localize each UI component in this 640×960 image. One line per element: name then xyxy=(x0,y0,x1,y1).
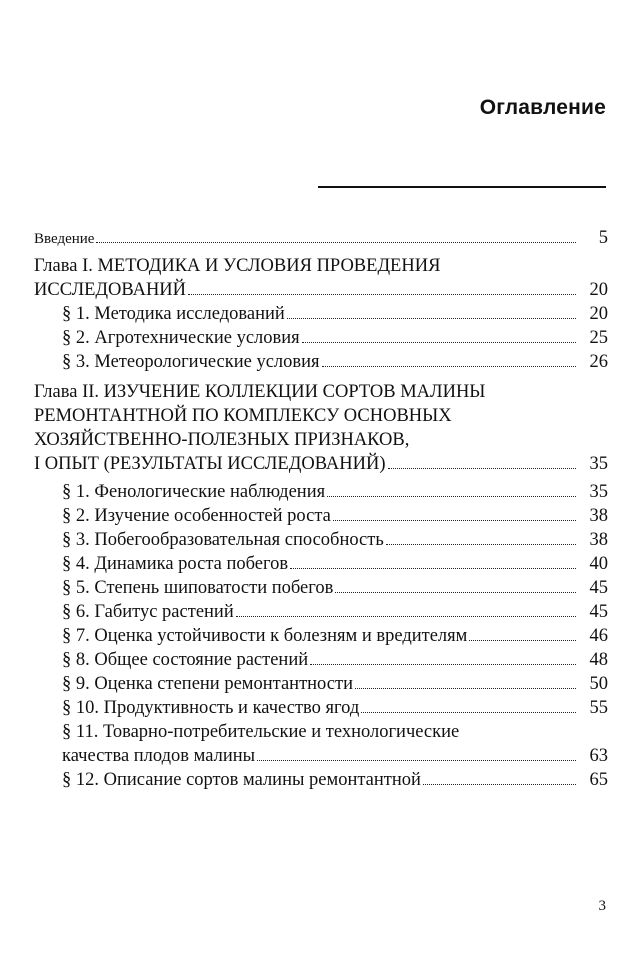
toc-entry-section[interactable] xyxy=(62,648,608,672)
toc-entry-text: I ОПЫТ (РЕЗУЛЬТАТЫ ИССЛЕДОВАНИЙ) xyxy=(34,454,386,474)
dot-leader xyxy=(302,342,576,343)
toc-entry-intro[interactable] xyxy=(34,226,608,251)
page-title: Оглавление xyxy=(479,96,606,119)
chapter-heading-line: РЕМОНТАНТНОЙ ПО КОМПЛЕКСУ ОСНОВНЫХ xyxy=(34,406,452,426)
chapter-2-sections xyxy=(34,480,608,792)
dot-leader xyxy=(310,664,576,665)
toc-entry-text: § 3. Побегообразовательная способность xyxy=(62,530,384,550)
page-number: 3 xyxy=(598,898,606,914)
toc-entry-section[interactable] xyxy=(62,624,608,648)
toc-entry-text: ИССЛЕДОВАНИЙ xyxy=(34,280,187,300)
toc-entry-text: Введение xyxy=(34,231,95,247)
table-of-contents xyxy=(34,226,608,792)
toc-entry-text: § 5. Степень шиповатости побегов xyxy=(62,578,334,598)
toc-entry-section[interactable] xyxy=(62,302,608,326)
toc-entry-section[interactable] xyxy=(62,600,608,624)
dot-leader xyxy=(327,496,576,497)
title-rule xyxy=(318,186,606,188)
toc-entry-page: 5 xyxy=(598,228,608,248)
dot-leader xyxy=(361,712,576,713)
toc-entry-section[interactable] xyxy=(62,552,608,576)
toc-entry-page: 48 xyxy=(589,650,608,670)
toc-entry-page: 20 xyxy=(589,304,608,324)
toc-entry-page: 46 xyxy=(589,626,608,646)
toc-entry-chapter-1[interactable] xyxy=(34,278,608,302)
dot-leader xyxy=(355,688,576,689)
toc-entry-page: 20 xyxy=(589,280,608,300)
dot-leader xyxy=(335,592,576,593)
dot-leader xyxy=(333,520,576,521)
toc-entry-section[interactable] xyxy=(62,350,608,374)
dot-leader xyxy=(469,640,576,641)
toc-entry-text: § 2. Агротехнические условия xyxy=(62,328,300,348)
chapter-heading-line: Глава II. ИЗУЧЕНИЕ КОЛЛЕКЦИИ СОРТОВ МАЛИНЫ xyxy=(34,382,486,402)
toc-entry-page: 26 xyxy=(589,352,608,372)
toc-entry-text: § 9. Оценка степени ремонтантности xyxy=(62,674,353,694)
dot-leader xyxy=(386,544,576,545)
toc-entry-page: 35 xyxy=(589,482,608,502)
dot-leader xyxy=(236,616,576,617)
dot-leader xyxy=(322,366,576,367)
toc-entry-section[interactable] xyxy=(62,528,608,552)
toc-entry-page: 40 xyxy=(589,554,608,574)
chapter-heading-line: Глава I. МЕТОДИКА И УСЛОВИЯ ПРОВЕДЕНИЯ xyxy=(34,256,441,276)
toc-entry-section[interactable] xyxy=(62,672,608,696)
chapter-1 xyxy=(34,254,608,374)
toc-entry-page: 63 xyxy=(589,746,608,766)
toc-entry-section[interactable] xyxy=(62,696,608,720)
toc-entry-text: § 2. Изучение особенностей роста xyxy=(62,506,331,526)
toc-entry-page: 25 xyxy=(589,328,608,348)
toc-entry-text: § 8. Общее состояние растений xyxy=(62,650,309,670)
chapter-2 xyxy=(34,380,608,792)
toc-entry-page: 45 xyxy=(589,578,608,598)
toc-entry-chapter-2[interactable] xyxy=(34,452,608,476)
dot-leader xyxy=(287,318,576,319)
toc-entry-page: 65 xyxy=(589,770,608,790)
toc-entry-page: 35 xyxy=(589,454,608,474)
toc-entry-text: § 12. Описание сортов малины ремонтантной xyxy=(62,770,421,790)
dot-leader xyxy=(290,568,576,569)
toc-entry-text: § 10. Продуктивность и качество ягод xyxy=(62,698,360,718)
toc-entry-section[interactable] xyxy=(62,576,608,600)
toc-entry-page: 55 xyxy=(589,698,608,718)
toc-entry-text: § 4. Динамика роста побегов xyxy=(62,554,289,574)
chapter-1-sections xyxy=(34,302,608,374)
chapter-heading-line: ХОЗЯЙСТВЕННО-ПОЛЕЗНЫХ ПРИЗНАКОВ, xyxy=(34,430,410,450)
toc-entry-section[interactable] xyxy=(62,504,608,528)
toc-entry-text: § 7. Оценка устойчивости к болезням и вредителям xyxy=(62,626,468,646)
toc-entry-text: § 1. Методика исследований xyxy=(62,304,285,324)
toc-entry-page: 45 xyxy=(589,602,608,622)
toc-entry-text: качества плодов малины xyxy=(62,746,256,766)
dot-leader xyxy=(188,294,576,295)
toc-entry-text: § 3. Метеорологические условия xyxy=(62,352,320,372)
dot-leader xyxy=(96,242,576,243)
toc-entry-section[interactable] xyxy=(62,326,608,350)
toc-entry-section[interactable] xyxy=(62,768,608,792)
toc-entry-page: 38 xyxy=(589,506,608,526)
toc-entry-section[interactable] xyxy=(62,480,608,504)
dot-leader xyxy=(257,760,576,761)
dot-leader xyxy=(423,784,576,785)
section-heading-line: § 11. Товарно-потребительские и технологические xyxy=(62,722,460,742)
toc-entry-text: § 6. Габитус растений xyxy=(62,602,234,622)
toc-entry-section[interactable] xyxy=(62,744,608,768)
toc-entry-text: § 1. Фенологические наблюдения xyxy=(62,482,326,502)
dot-leader xyxy=(388,468,577,469)
toc-entry-page: 38 xyxy=(589,530,608,550)
toc-entry-page: 50 xyxy=(589,674,608,694)
